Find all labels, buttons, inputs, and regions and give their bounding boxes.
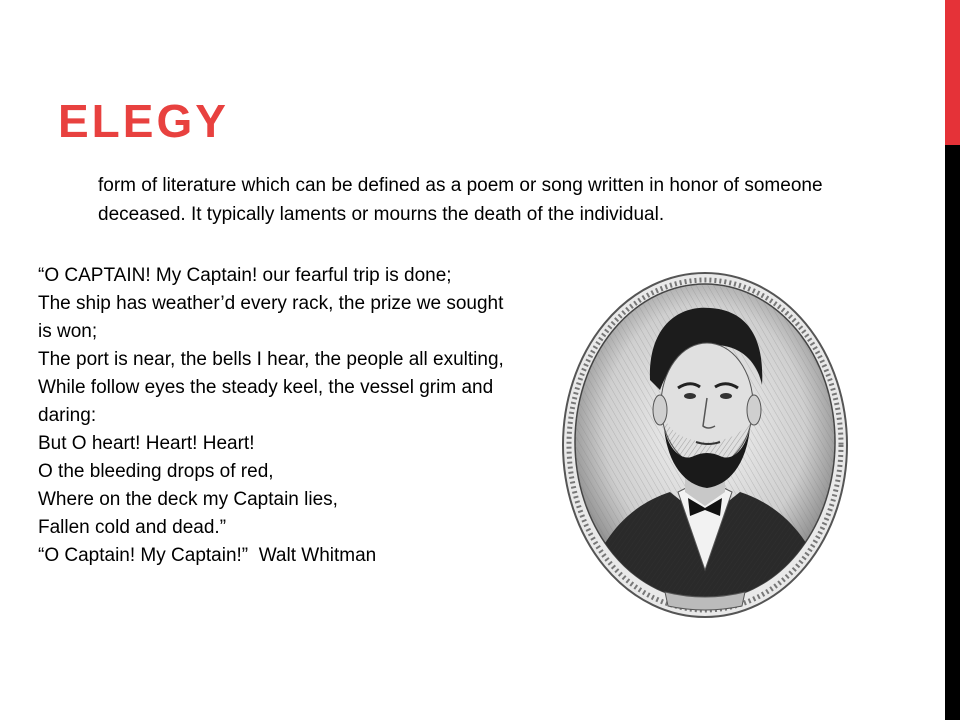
slide-title: ELEGY (58, 95, 229, 147)
poem-line: But O heart! Heart! Heart! (38, 433, 255, 454)
poem-line: O the bleeding drops of red, (38, 461, 274, 482)
poem-line: Fallen cold and dead.” (38, 517, 227, 538)
poem-line: The ship has weather’d every rack, the prize we sought is won; (38, 293, 504, 342)
poem-line: The port is near, the bells I hear, the people all exulting, (38, 349, 504, 370)
engraved-portrait-icon (560, 270, 850, 620)
definition-text: form of literature which can be defined as a poem or song written in honor of someone deceased. It typically laments or mourns the death of the individual. (98, 175, 823, 225)
poem-line: While follow eyes the steady keel, the vessel grim and daring: (38, 377, 494, 426)
poem-line: Where on the deck my Captain lies, (38, 489, 338, 510)
accent-bar-black (945, 145, 960, 720)
poem-attribution: “O Captain! My Captain!” Walt Whitman (38, 545, 377, 566)
lincoln-portrait (560, 270, 850, 620)
poem-excerpt (38, 262, 508, 570)
accent-bar-red (945, 0, 960, 145)
poem-line: “O CAPTAIN! My Captain! our fearful trip is done; (38, 265, 452, 286)
